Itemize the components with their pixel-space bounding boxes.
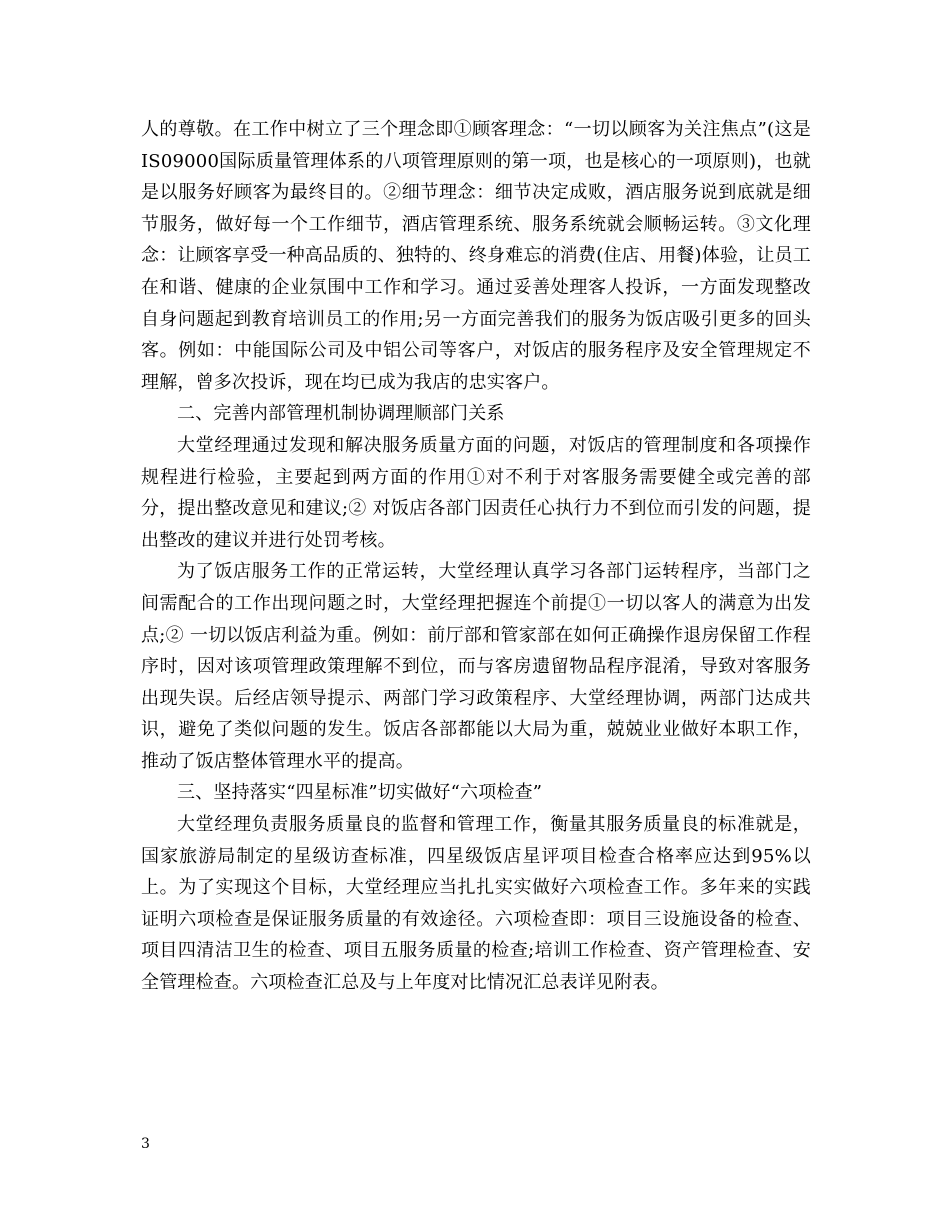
- section-heading-3: 三、坚持落实“四星标准”切实做好“六项检查”: [177, 782, 543, 804]
- paragraph-quality-inspection: 大堂经理通过发现和解决服务质量方面的问题，对饭店的管理制度和各项操作规程进行检验，主要起到两方面的作用①对不利于对客服务需要健全或完善的部分，提出整改意见和建议;② 对饭店各部门因责任心执行力不到位而引发的问题，提出整改的建议并进行处罚考核。: [141, 434, 811, 551]
- section-heading-2: 二、完善内部管理机制协调理顺部门关系: [177, 403, 505, 425]
- document-body: [141, 114, 811, 999]
- page-number: 3: [141, 1136, 150, 1152]
- paragraph-six-inspections: 大堂经理负责服务质量良的监督和管理工作，衡量其服务质量良的标准就是，国家旅游局制定的星级访查标准，四星级饭店星评项目检查合格率应达到95%以上。为了实现这个目标，大堂经理应当扎扎实实做好六项检查工作。多年来的实践证明六项检查是保证服务质量的有效途径。六项检查即：项目三设施设备的检查、项目四清洁卫生的检查、项目五服务质量的检查;培训工作检查、资产管理检查、安全管理检查。六项检查汇总及与上年度对比情况汇总表详见附表。: [141, 814, 811, 994]
- paragraph-continuation: 人的尊敬。在工作中树立了三个理念即①顾客理念：“一切以顾客为关注焦点”(这是IS09000国际质量管理体系的八项管理原则的第一项，也是核心的一项原则)，也就是以服务好顾客为最终目的。②细节理念：细节决定成败，酒店服务说到底就是细节服务，做好每一个工作细节，酒店管理系统、服务系统就会顺畅运转。③文化理念：让顾客享受一种高品质的、独特的、终身难忘的消费(住店、用餐)体验，让员工在和谐、健康的企业氛围中工作和学习。通过妥善处理客人投诉，一方面发现整改自身问题起到教育培训员工的作用;另一方面完善我们的服务为饭店吸引更多的回头客。例如：中能国际公司及中铝公司等客户，对饭店的服务程序及安全管理规定不理解，曾多次投诉，现在均已成为我店的忠实客户。: [141, 119, 811, 393]
- paragraph-department-coordination: 为了饭店服务工作的正常运转，大堂经理认真学习各部门运转程序，当部门之间需配合的工作出现问题之时，大堂经理把握连个前提①一切以客人的满意为出发点;② 一切以饭店利益为重。例如：前厅部和管家部在如何正确操作退房保留工作程序时，因对该项管理政策理解不到位，而与客房遗留物品程序混淆，导致对客服务出现失误。后经店领导提示、两部门学习政策程序、大堂经理协调，两部门达成共识，避免了类似问题的发生。饭店各部都能以大局为重，兢兢业业做好本职工作，推动了饭店整体管理水平的提高。: [141, 561, 811, 772]
